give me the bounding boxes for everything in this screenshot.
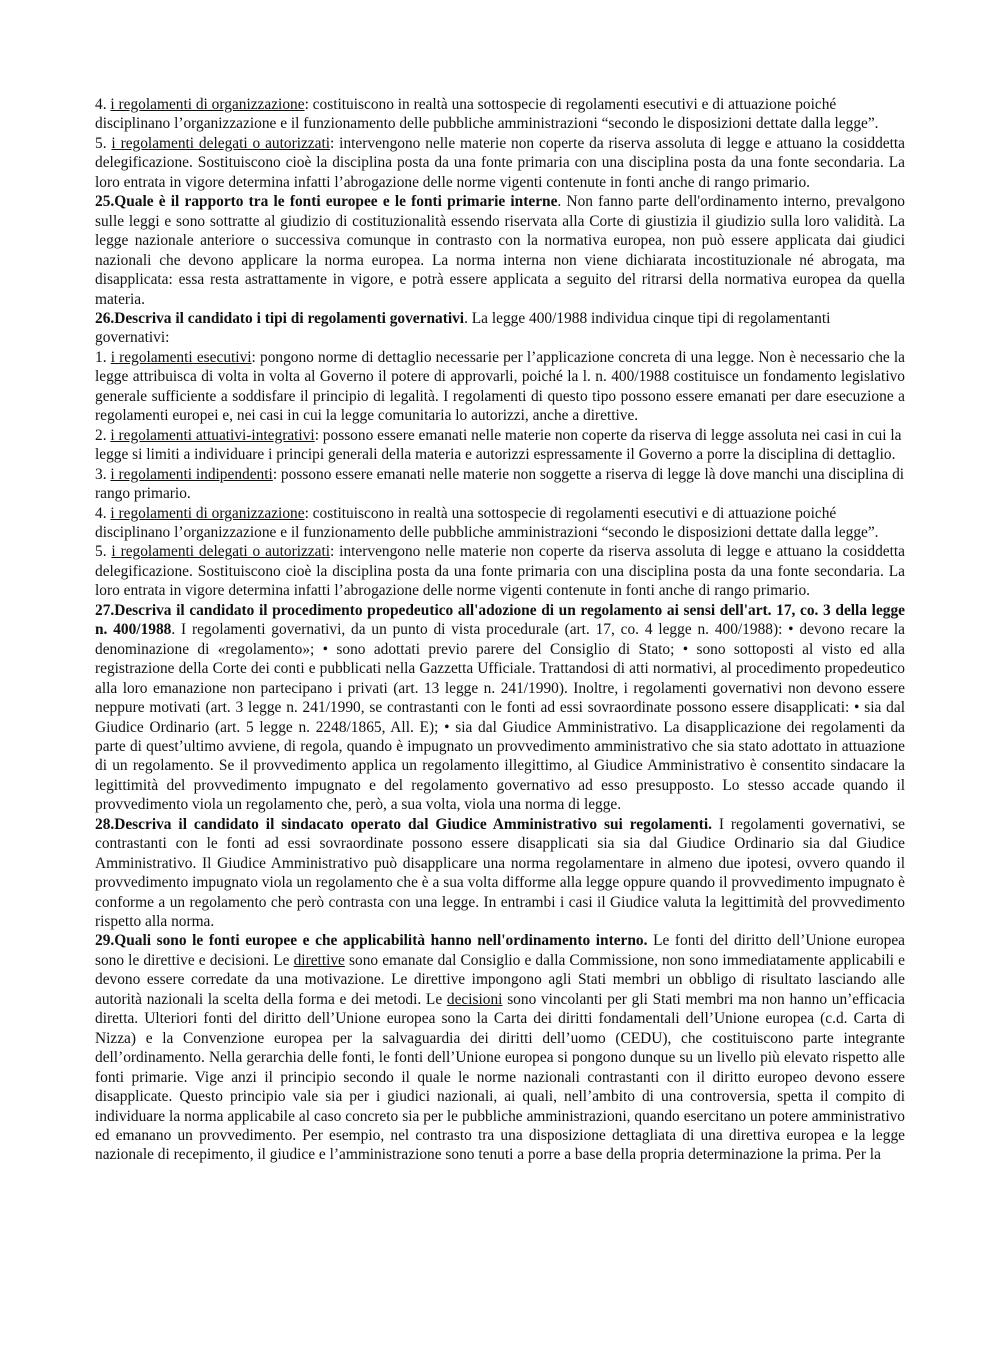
text-run: : costituiscono in realtà una sottospecie di regolamenti esecutivi e di attuazione poiché disciplinano l’organizzazione e il funzionamento delle pubbliche amministrazioni “secondo le disposizioni dettate dalla legge”. <box>95 504 879 541</box>
underlined-term: direttive <box>293 951 345 969</box>
text-run: sono emanate dal Consiglio e dalla Commissione, non sono immediatamente applicabili e devono essere corredate da una motivazione. Le direttive impongono agli Stati membri un obbligo di risultato lasciando alle autorità nazionali la scelta della forma e dei metodi. Le <box>95 951 905 1008</box>
text-run: : costituiscono in realtà una sottospecie di regolamenti esecutivi e di attuazione poiché disciplinano l’organizzazione e il funzionamento delle pubbliche amministrazioni “secondo le disposizioni dettate dalla legge”. <box>95 96 879 133</box>
text-run: . I regolamenti governativi, da un punto di vista procedurale (art. 17, co. 4 legge n. 400/1988): • devono recare la denominazione di «regolamento»; • sono adottati previo parere del Consiglio di Stato; • sono sottoposti al visto ed alla registrazione della Corte dei conti e pubblicati nella Gazzetta Ufficiale. Trattandosi di atti normativi, al procedimento propedeutico alla loro emanazione non partecipano i privati (art. 13 legge n. 241/1990). Inoltre, i regolamenti governativi non devono essere neppure motivati (art. 3 legge n. 241/1990, se contrastanti con le fonti ad essi sovraordinate possono essere disapplicati: • sia dal Giudice Ordinario (art. 5 legge n. 2248/1865, All. E); • sia dal Giudice Amministrativo. La disapplicazione dei regolamenti da parte di quest’ultimo avviene, di regola, quando è impugnato un provvedimento amministrativo che sia stato adottato in attuazione di un regolamento. Se il provvedimento applica un regolamento illegittimo, al Giudice Amministrativo è consentito sindacare la legittimità del provvedimento impugnato e del regolamento governativo ad esso presupposto. Lo stesso accade quando il provvedimento viola un regolamento che, però, a sua volta, viola una norma di legge. <box>95 621 905 814</box>
text-run: 4. <box>95 96 111 113</box>
text-run: 5. <box>95 543 112 561</box>
underlined-term: i regolamenti indipendenti <box>110 465 273 483</box>
text-run: : intervengono nelle materie non coperte da riserva assoluta di legge e attuano la cosiddetta delegificazione. Sostituiscono cioè la disciplina posta da una fonte primaria con una disciplina posta da una fonte secondaria. La loro entrata in vigore determina infatti l’abrogazione delle norme vigenti contenute in fonti anche di rango primario. <box>95 134 905 191</box>
paragraph <box>95 192 905 309</box>
paragraph <box>95 465 905 504</box>
text-run: Le fonti del diritto dell’Unione europea sono le direttive e decisioni. Le <box>95 932 905 969</box>
paragraph <box>95 348 905 426</box>
text-run: 4. <box>95 504 111 522</box>
paragraph <box>95 95 905 134</box>
text-run: I regolamenti governativi, se contrastanti con le fonti ad essi sovraordinate possono essere disapplicati sia sia dal Giudice Ordinario sia dal Giudice Amministrativo. Il Giudice Amministrativo può disapplicare una norma regolamentare in almeno due ipotesi, ovvero quando il provvedimento impugnato viola un regolamento che è a sua volta difforme alla legge oppure quando il provvedimento impugnato è conforme a un regolamento che però contrasta con una legge. In entrambi i casi il Giudice valuta la legittimità del provvedimento rispetto alla norma. <box>95 815 905 931</box>
question-heading: 28.Descriva il candidato il sindacato operato dal Giudice Amministrativo sui regolamenti. <box>95 815 712 833</box>
underlined-term: i regolamenti di organizzazione <box>110 504 305 522</box>
text-run: : intervengono nelle materie non coperte da riserva assoluta di legge e attuano la cosiddetta delegificazione. Sostituiscono cioè la disciplina posta da una fonte primaria con una disciplina posta da una fonte secondaria. La loro entrata in vigore determina infatti l’abrogazione delle norme vigenti contenute in fonti anche di rango primario. <box>95 543 905 600</box>
underlined-term: i regolamenti attuativi-integrativi <box>110 426 315 444</box>
question-heading: 29.Quali sono le fonti europee e che applicabilità hanno nell'ordinamento interno. <box>95 932 648 950</box>
underlined-term: i regolamenti delegati o autorizzati <box>111 543 331 561</box>
text-run: : possono essere emanati nelle materie non soggette a riserva di legge là dove manchi una disciplina di rango primario. <box>95 465 905 503</box>
question-heading: 27.Descriva il candidato il procedimento propedeutico all'adozione di un regolamento ai sensi dell'art. 17, co. 3 della legge n. 400/1988 <box>95 601 905 639</box>
text-run: . La legge 400/1988 individua cinque tipi di regolamentanti governativi: <box>95 309 831 347</box>
paragraph <box>95 931 905 1164</box>
text-run: . Non fanno parte dell'ordinamento interno, prevalgono sulle leggi e sono sottratte al giudizio di costituzionalità essendo riservata alla Corte di giustizia il giudizio sulla loro validità. La legge nazionale anteriore o successiva comunque in contrasto con la normativa europea, non può essere applicata dai giudici nazionali che devono applicare la norma europea. La norma interna non viene dichiarata incostituzionale né abrogata, ma disapplicata: essa resta astrattamente in vigore, e potrà essere applicata a seguito del ritrarsi della normativa europea da quella materia. <box>95 193 905 308</box>
text-run: 1. <box>95 348 111 366</box>
text-run: 5. <box>95 134 112 152</box>
paragraph <box>95 426 905 465</box>
paragraph <box>95 504 905 543</box>
document-page <box>95 95 905 1165</box>
question-heading: 25.Quale è il rapporto tra le fonti europee e le fonti primarie interne <box>95 193 558 211</box>
underlined-term: i regolamenti esecutivi <box>110 348 252 366</box>
underlined-term: i regolamenti delegati o autorizzati <box>111 134 331 152</box>
question-heading: 26.Descriva il candidato i tipi di regolamenti governativi <box>95 309 465 327</box>
underlined-term: i regolamenti di organizzazione <box>110 96 305 113</box>
paragraph <box>95 309 905 348</box>
paragraph <box>95 601 905 815</box>
text-run: 2. <box>95 426 111 444</box>
paragraph <box>95 542 905 600</box>
text-run: : possono essere emanati nelle materie non coperte da riserva di legge assoluta nei casi in cui la legge si limiti a individuare i principi generali della materia e autorizzi espressamente il Governo a porre la disciplina di dettaglio. <box>95 426 902 464</box>
text-run: sono vincolanti per gli Stati membri ma non hanno un’efficacia diretta. Ulteriori fonti del diritto dell’Unione europea sono la Carta dei diritti fondamentali dell’Unione europea (c.d. Carta di Nizza) e la Convenzione europea per la salvaguardia dei diritti dell’uomo (CEDU), che costituiscono parte integrante dell’ordinamento. Nella gerarchia delle fonti, le fonti dell’Unione europea si pongono dunque su un livello più elevato rispetto alle fonti primarie. Vige anzi il principio secondo il quale le norme nazionali contrastanti con il diritto europeo devono essere disapplicate. Questo principio vale sia per i giudici nazionali, ai quali, nell’ambito di una controversia, spetta il compito di individuare la norma applicabile al caso concreto sia per le pubbliche amministrazioni, quando esercitano un potere amministrativo ed emanano un provvedimento. Per esempio, nel contrasto tra una disposizione dettagliata di una direttiva europea e la legge nazionale di recepimento, il giudice e l’amministrazione sono tenuti a porre a base della propria determinazione la prima. Per la <box>95 990 905 1164</box>
paragraph <box>95 815 905 932</box>
paragraph <box>95 134 905 192</box>
underlined-term: decisioni <box>446 990 503 1008</box>
text-run: : pongono norme di dettaglio necessarie per l’applicazione concreta di una legge. Non è necessario che la legge attribuisca di volta in volta al Governo il potere di approvarli, poiché la l. n. 400/1988 costituisce un fondamento legislativo generale sufficiente a soddisfare il principio di legalità. I regolamenti di questo tipo possono essere emanati per dare esecuzione a regolamenti europei e, nei casi in cui la legge comunitaria lo autorizzi, anche a direttive. <box>95 348 905 425</box>
text-run: 3. <box>95 465 111 483</box>
